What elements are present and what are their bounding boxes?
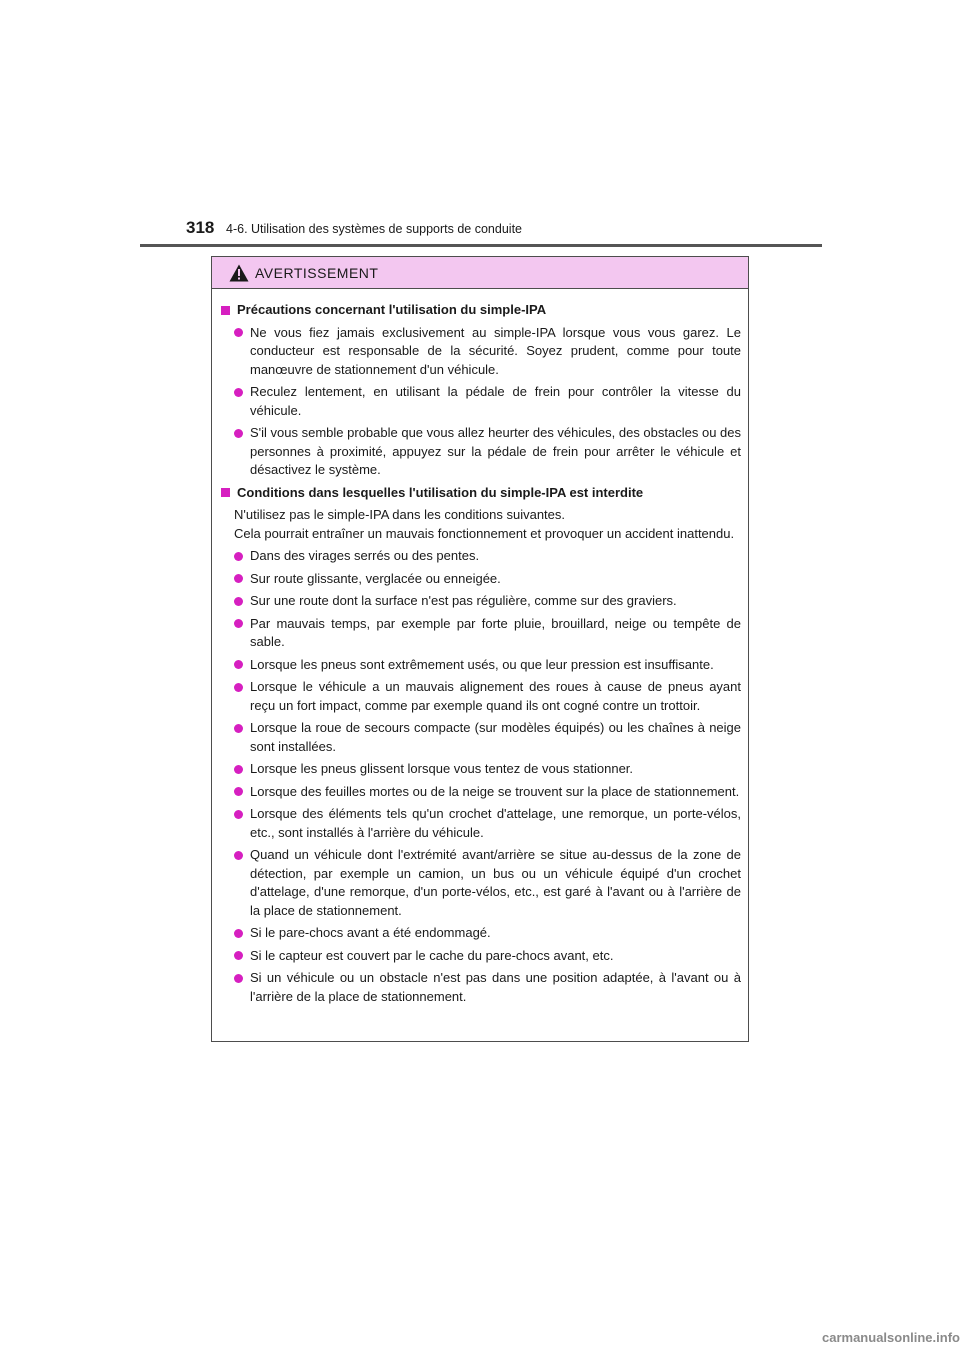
square-bullet-icon	[221, 488, 230, 497]
list-item	[234, 570, 741, 589]
section-heading-precautions	[219, 301, 741, 320]
bullet-dot-icon	[234, 951, 243, 960]
section-heading-text: Précautions concernant l'utilisation du simple-IPA	[237, 302, 547, 317]
list-item	[234, 547, 741, 566]
list-item-text: Lorsque les pneus glissent lorsque vous tentez de vous stationner.	[250, 761, 634, 776]
bullet-dot-icon	[234, 765, 243, 774]
list-item	[234, 592, 741, 611]
list-item-text: Si le capteur est couvert par le cache du pare-chocs avant, etc.	[250, 947, 614, 963]
list-item	[234, 656, 741, 675]
list-item	[234, 783, 741, 802]
list-item-text: Reculez lentement, en utilisant la pédale de frein pour contrôler la vitesse du véhicule.	[250, 384, 741, 418]
bullet-dot-icon	[234, 574, 243, 583]
bullet-dot-icon	[234, 388, 243, 397]
section-heading-conditions	[219, 484, 741, 503]
warning-header	[212, 257, 748, 289]
intro-line: Cela pourrait entraîner un mauvais fonctionnement et provoquer un accident inattendu.	[234, 525, 735, 541]
section-heading-text: Conditions dans lesquelles l'utilisation du simple-IPA est interdite	[237, 484, 644, 500]
warning-triangle-icon	[229, 264, 249, 282]
list-item-text: Lorsque des feuilles mortes ou de la neige se trouvent sur la place de stationnement.	[250, 783, 740, 799]
bullet-dot-icon	[234, 974, 243, 983]
bullet-dot-icon	[234, 619, 243, 628]
list-item	[234, 324, 741, 380]
list-item-text: Lorsque le véhicule a un mauvais alignement des roues à cause de pneus ayant reçu un fort impact, comme par exemple quand ils ont cogné contre un trottoir.	[250, 679, 741, 713]
warning-box	[211, 256, 749, 1042]
list-item-text: Ne vous fiez jamais exclusivement au simple-IPA lorsque vous vous garez. Le conducteur est responsable de la sécurité. Soyez prudent, comme pour toute manœuvre de stationnement d'un véhicule.	[250, 324, 741, 377]
intro-paragraph	[234, 506, 741, 543]
bullet-dot-icon	[234, 552, 243, 561]
list-item-text: Si un véhicule ou un obstacle n'est pas dans une position adaptée, à l'avant ou à l'arrière de la place de stationnement.	[250, 970, 741, 1004]
list-item	[234, 846, 741, 920]
bullet-dot-icon	[234, 851, 243, 860]
bullet-dot-icon	[234, 810, 243, 819]
list-item	[234, 424, 741, 480]
square-bullet-icon	[221, 306, 230, 315]
bullet-dot-icon	[234, 597, 243, 606]
list-item-text: Sur une route dont la surface n'est pas régulière, comme sur des graviers.	[250, 593, 677, 608]
list-item	[234, 805, 741, 842]
warning-title: AVERTISSEMENT	[255, 265, 379, 281]
page-number: 318	[186, 218, 215, 237]
watermark: carmanualsonline.info	[822, 1330, 960, 1345]
list-item	[234, 947, 741, 966]
list-item	[234, 383, 741, 420]
header-rule	[140, 244, 822, 247]
bullet-dot-icon	[234, 429, 243, 438]
bullet-dot-icon	[234, 929, 243, 938]
bullet-dot-icon	[234, 724, 243, 733]
list-item-text: Lorsque des éléments tels qu'un crochet d'attelage, une remorque, un porte-vélos, etc., sont installés à l'arrière du véhicule.	[250, 806, 741, 840]
list-item-text: Par mauvais temps, par exemple par forte pluie, brouillard, neige ou tempête de sable.	[250, 615, 741, 649]
list-item-text: Si le pare-chocs avant a été endommagé.	[250, 925, 491, 940]
list-item-text: Dans des virages serrés ou des pentes.	[250, 548, 480, 563]
list-item	[234, 678, 741, 715]
list-item-text: Quand un véhicule dont l'extrémité avant/arrière se situe au-dessus de la zone de détection, par exemple un camion, un bus ou un véhicule équipé d'un crochet d'attelage, d'une remorque, d'un porte-vélos, etc., est garé à l'avant ou à l'arrière de la place de stationnement.	[250, 847, 741, 918]
bullet-dot-icon	[234, 328, 243, 337]
list-item-text: Lorsque la roue de secours compacte (sur modèles équipés) ou les chaînes à neige sont installées.	[250, 720, 741, 754]
section-title: 4-6. Utilisation des systèmes de supports de conduite	[226, 222, 522, 236]
list-item-text: Sur route glissante, verglacée ou enneigée.	[250, 570, 501, 586]
bullet-dot-icon	[234, 787, 243, 796]
warning-body	[212, 289, 748, 1006]
bullet-dot-icon	[234, 683, 243, 692]
bullet-dot-icon	[234, 660, 243, 669]
list-item-text: Lorsque les pneus sont extrêmement usés, ou que leur pression est insuffisante.	[250, 656, 714, 672]
intro-line: N'utilisez pas le simple-IPA dans les conditions suivantes.	[234, 507, 566, 522]
list-item	[234, 760, 741, 779]
list-item	[234, 969, 741, 1006]
list-item-text: S'il vous semble probable que vous allez heurter des véhicules, des obstacles ou des personnes à proximité, appuyez sur la pédale de frein pour arrêter le véhicule et désactivez le système.	[250, 425, 741, 477]
list-item	[234, 924, 741, 943]
list-item	[234, 719, 741, 756]
list-item	[234, 615, 741, 652]
